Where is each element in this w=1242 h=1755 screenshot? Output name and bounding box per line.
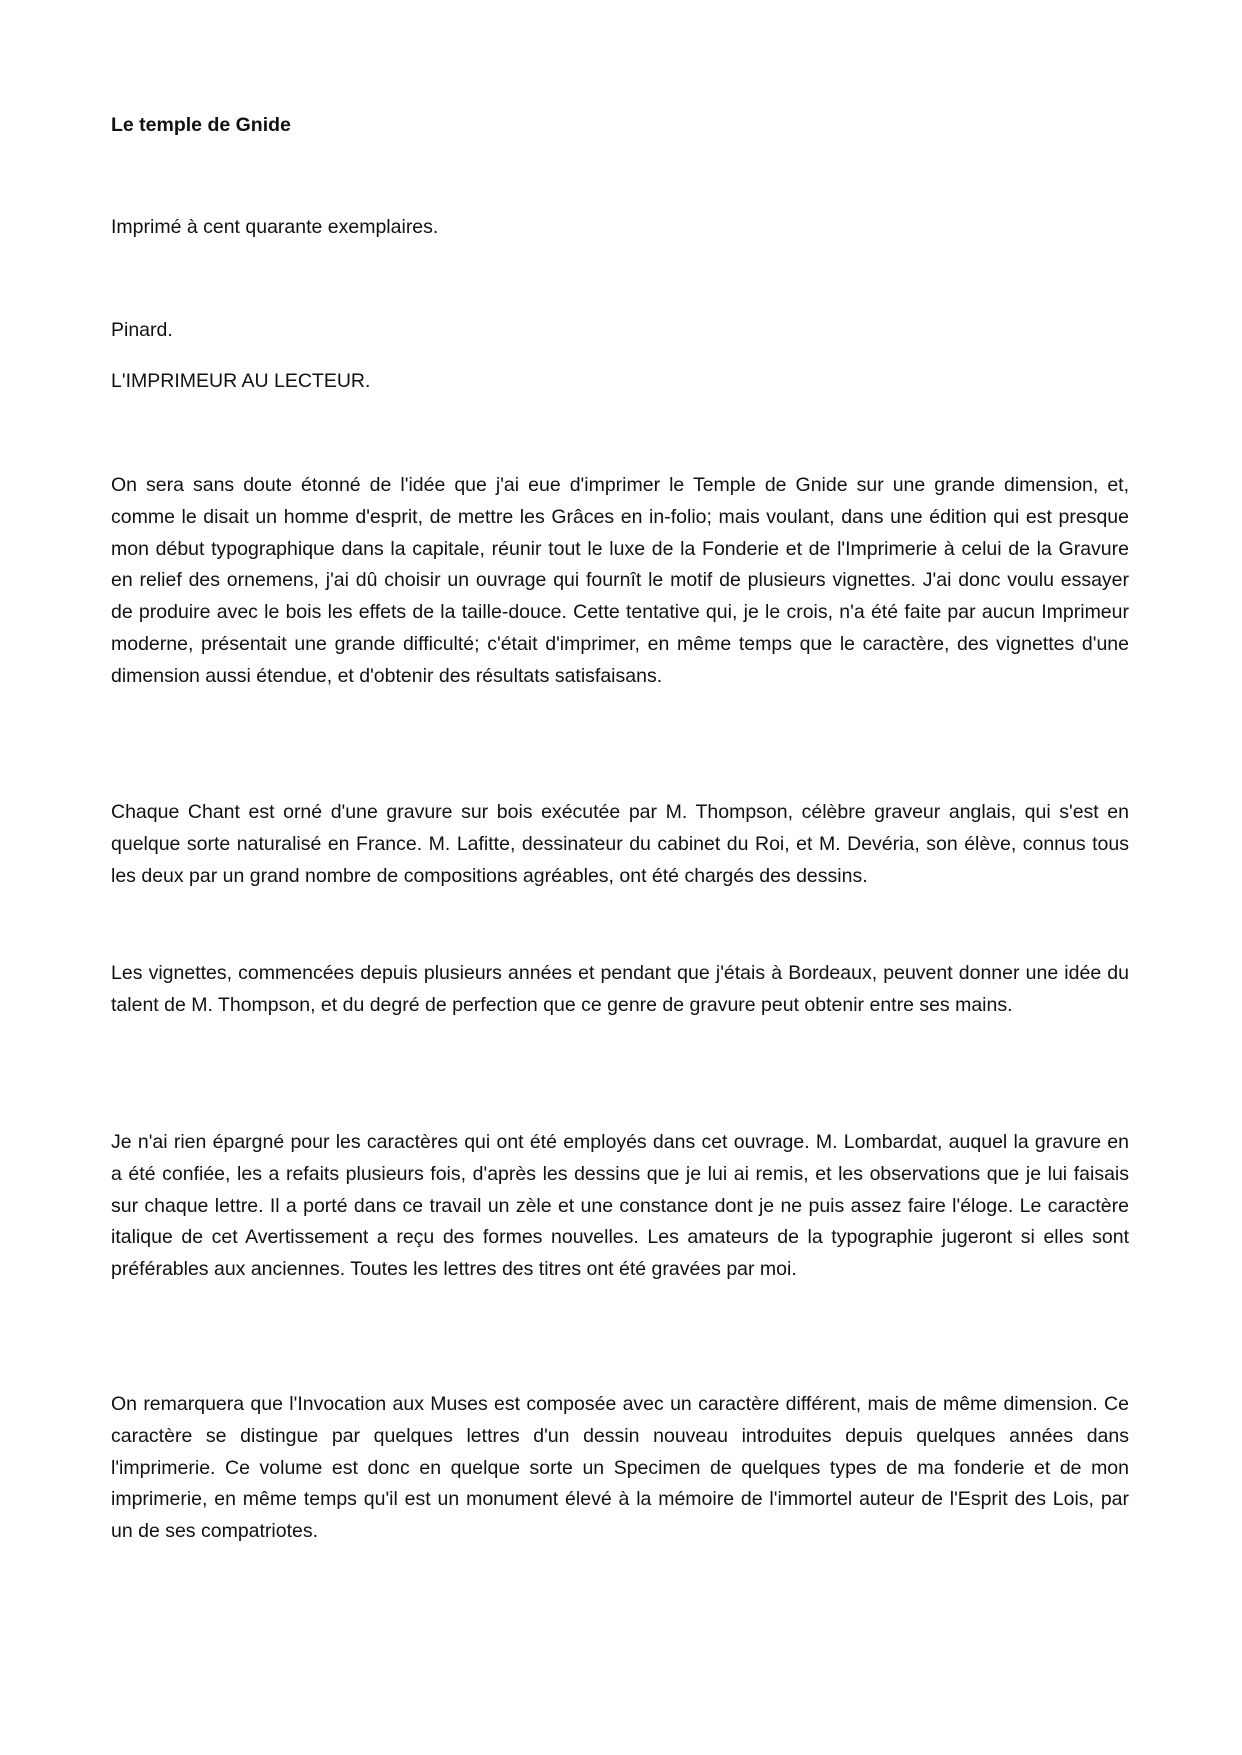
paragraph-3: Les vignettes, commencées depuis plusieurs années et pendant que j'étais à Bordeaux, peuvent donner une idée du talent de M. Thompson, et du degré de perfection que ce genre de gravure peut obtenir entre ses mains. xyxy=(111,962,1129,1016)
paragraph-5: On remarquera que l'Invocation aux Muses est composée avec un caractère différent, mais de même dimension. Ce caractère se distingue par quelques lettres d'un dessin nouveau introduites depuis quelques années dans l'imprimerie. Ce volume est donc en quelque sorte un Specimen de quelques types de ma fonderie et de mon imprimerie, en même temps qu'il est un monument élevé à la mémoire de l'immortel auteur de l'Esprit des Lois, par un de ses compatriotes. xyxy=(111,1393,1129,1543)
print-run-note: Imprimé à cent quarante exemplaires. xyxy=(111,216,439,238)
paragraph-1: On sera sans doute étonné de l'idée que j'ai eue d'imprimer le Temple de Gnide sur une grande dimension, et, comme le disait un homme d'esprit, de mettre les Grâces en in-folio; mais voulant, dans une édition qui est presque mon début typographique dans la capitale, réunir tout le luxe de la Fonderie et de l'Imprimerie à celui de la Gravure en relief des ornemens, j'ai dû choisir un ouvrage qui fournît le motif de plusieurs vignettes. J'ai donc voulu essayer de produire avec le bois les effets de la taille-douce. Cette tentative qui, je le crois, n'a été faite par aucun Imprimeur moderne, présentait une grande difficulté; c'était d'imprimer, en même temps que le caractère, des vignettes d'une dimension aussi étendue, et d'obtenir des résultats satisfaisans. xyxy=(111,474,1129,687)
paragraph-4: Je n'ai rien épargné pour les caractères qui ont été employés dans cet ouvrage. M. Lombardat, auquel la gravure en a été confiée, les a refaits plusieurs fois, d'après les dessins que je lui ai remis, et les observations que je lui faisais sur chaque lettre. Il a porté dans ce travail un zèle et une constance dont je ne puis assez faire l'éloge. Le caractère italique de cet Avertissement a reçu des formes nouvelles. Les amateurs de la typographie jugeront si elles sont préférables aux anciennes. Toutes les lettres des titres ont été gravées par moi. xyxy=(111,1131,1129,1281)
section-heading: L'IMPRIMEUR AU LECTEUR. xyxy=(111,370,371,392)
paragraph-2: Chaque Chant est orné d'une gravure sur bois exécutée par M. Thompson, célèbre graveur anglais, qui s'est en quelque sorte naturalisé en France. M. Lafitte, dessinateur du cabinet du Roi, et M. Devéria, son élève, connus tous les deux par un grand nombre de compositions agréables, ont été chargés des dessins. xyxy=(111,801,1129,887)
document-title: Le temple de Gnide xyxy=(111,114,291,136)
printer-signature: Pinard. xyxy=(111,319,173,341)
